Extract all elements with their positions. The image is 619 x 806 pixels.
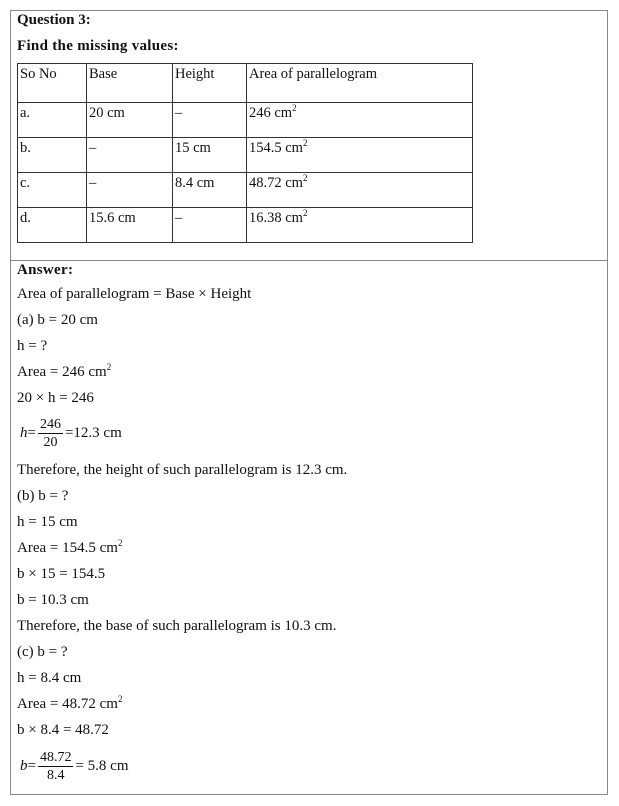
header-sno: So No (18, 64, 87, 103)
c-area-exponent: 2 (117, 694, 123, 704)
c-area (17, 696, 122, 713)
a-given-height: h = ? (17, 338, 48, 354)
cell-sno: c. (18, 173, 87, 208)
a-area-exponent: 2 (106, 362, 112, 372)
question-title: Question 3: (17, 12, 91, 28)
c-frac-denominator: 8.4 (46, 768, 65, 783)
c-fraction (38, 749, 74, 784)
b-area-text: Area = 154.5 cm (17, 540, 118, 556)
area-exponent: 2 (302, 138, 308, 148)
c-equation: b × 8.4 = 48.72 (17, 722, 109, 738)
table-row (18, 173, 473, 208)
header-base: Base (87, 64, 173, 103)
a-area (17, 364, 111, 381)
cell-height: – (173, 103, 247, 138)
a-given-base: (a) b = 20 cm (17, 312, 98, 328)
a-fraction (38, 416, 63, 451)
c-frac-equals: = (27, 758, 36, 774)
b-result: b = 10.3 cm (17, 592, 89, 608)
c-fraction-line (20, 749, 129, 784)
c-frac-variable: b (20, 758, 28, 774)
area-exponent: 2 (302, 173, 308, 183)
table-header-row (18, 64, 473, 103)
b-given-base: (b) b = ? (17, 488, 69, 504)
a-frac-result: =12.3 cm (64, 425, 122, 441)
answer-title: Answer: (17, 262, 74, 278)
table-row (18, 138, 473, 173)
a-frac-variable: h (20, 425, 28, 441)
b-given-height: h = 15 cm (17, 514, 78, 530)
cell-base: 15.6 cm (87, 208, 173, 243)
area-value: 48.72 cm (249, 175, 303, 191)
c-frac-numerator: 48.72 (39, 750, 72, 765)
c-given-height: h = 8.4 cm (17, 670, 82, 686)
cell-area (247, 138, 473, 173)
cell-height: 8.4 cm (173, 173, 247, 208)
table-row (18, 103, 473, 138)
cell-height: 15 cm (173, 138, 247, 173)
header-area: Area of parallelogram (247, 64, 473, 103)
area-value: 246 cm (249, 105, 293, 121)
a-frac-equals: = (27, 425, 36, 441)
values-table (17, 63, 473, 243)
question-prompt: Find the missing values: (17, 38, 179, 54)
b-conclusion: Therefore, the base of such parallelogram is 10.3 cm. (17, 618, 337, 634)
c-given-base: (c) b = ? (17, 644, 68, 660)
b-area-exponent: 2 (117, 538, 123, 548)
cell-base: 20 cm (87, 103, 173, 138)
cell-sno: d. (18, 208, 87, 243)
a-conclusion: Therefore, the height of such parallelogram is 12.3 cm. (17, 462, 348, 478)
area-exponent: 2 (302, 208, 308, 218)
b-area (17, 540, 122, 557)
area-exponent: 2 (292, 103, 297, 113)
a-equation: 20 × h = 246 (17, 390, 94, 406)
c-area-text: Area = 48.72 cm (17, 696, 118, 712)
a-fraction-line (20, 416, 122, 451)
c-frac-result: = 5.8 cm (75, 758, 129, 774)
cell-area (247, 173, 473, 208)
cell-sno: a. (18, 103, 87, 138)
b-equation: b × 15 = 154.5 (17, 566, 106, 582)
area-value: 16.38 cm (249, 210, 303, 226)
a-frac-denominator: 20 (43, 435, 58, 450)
a-frac-numerator: 246 (39, 417, 61, 432)
cell-area (247, 208, 473, 243)
header-height: Height (173, 64, 247, 103)
section-divider (10, 260, 608, 261)
cell-area (247, 103, 473, 138)
cell-sno: b. (18, 138, 87, 173)
cell-height: – (173, 208, 247, 243)
table-row (18, 208, 473, 243)
area-value: 154.5 cm (249, 140, 303, 156)
formula-line: Area of parallelogram = Base × Height (17, 286, 252, 302)
cell-base: – (87, 138, 173, 173)
a-area-text: Area = 246 cm (17, 364, 107, 380)
cell-base: – (87, 173, 173, 208)
